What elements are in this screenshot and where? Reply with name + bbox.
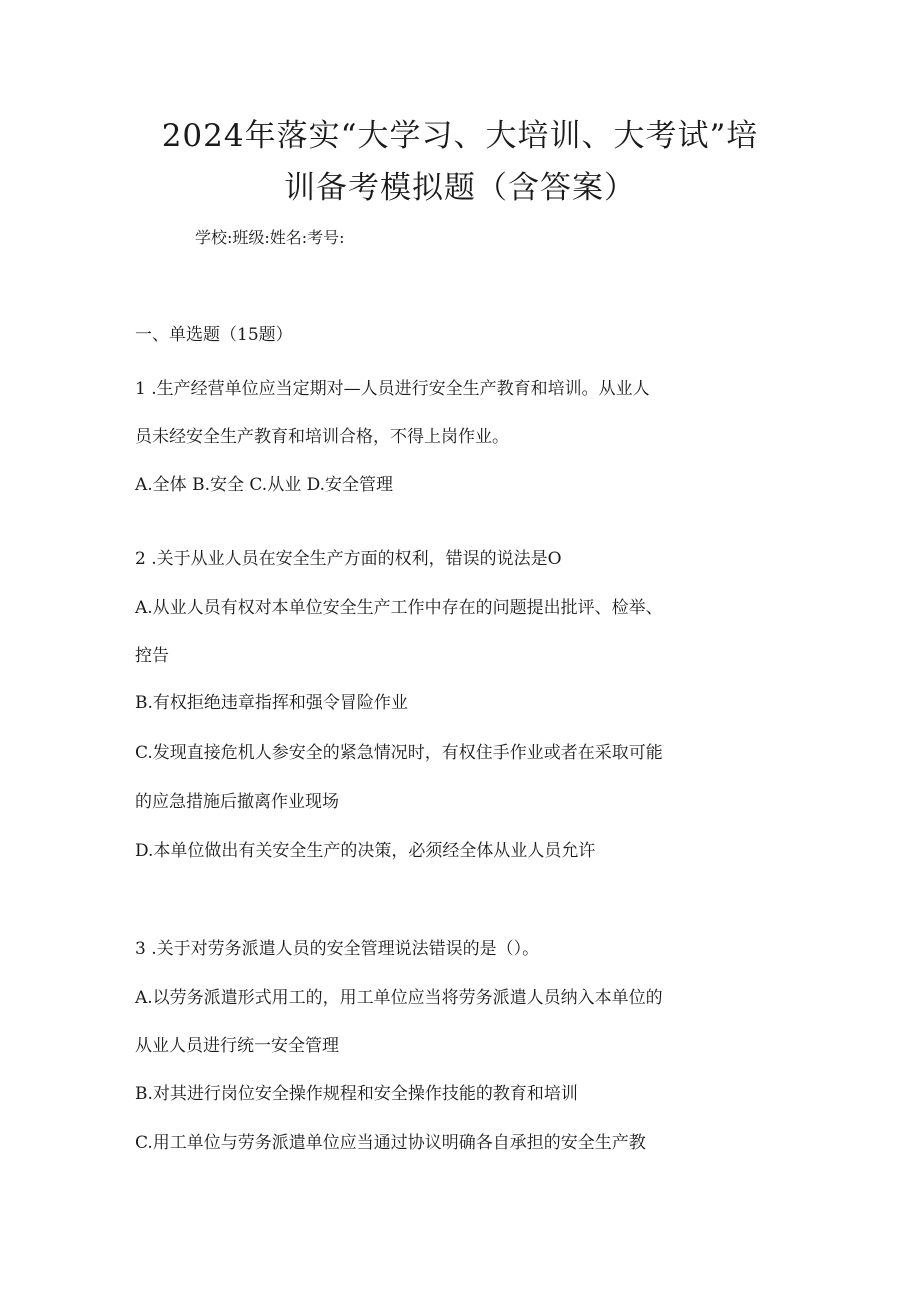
question-3-stem: 3 .关于对劳务派遣人员的安全管理说法错误的是（）。 — [135, 939, 540, 959]
question-2-option-d: D.本单位做出有关安全生产的决策，必须经全体从业人员允许 — [135, 841, 596, 861]
section-heading: 一、单选题（15题） — [135, 325, 293, 345]
question-3-option-c: C.用工单位与劳务派遣单位应当通过协议明确各自承担的安全生产教 — [135, 1133, 646, 1153]
question-1-options: A.全体 B.安全 C.从业 D.安全管理 — [135, 475, 394, 495]
question-3-option-b: B.对其进行岗位安全操作规程和安全操作技能的教育和培训 — [135, 1084, 578, 1104]
question-2-option-c: C.发现直接危机人参安全的紧急情况时，有权住手作业或者在采取可能 — [135, 743, 663, 763]
question-2-option-a-continued: 控告 — [135, 646, 169, 666]
question-2-option-b: B.有权拒绝违章指挥和强令冒险作业 — [135, 693, 408, 713]
question-3-option-a-continued: 从业人员进行统一安全管理 — [135, 1036, 339, 1056]
question-2-stem: 2 .关于从业人员在安全生产方面的权利，错误的说法是O — [135, 549, 562, 569]
question-3-option-a: A.以劳务派遣形式用工的，用工单位应当将劳务派遣人员纳入本单位的 — [135, 988, 663, 1008]
question-1-stem: 1 .生产经营单位应当定期对—人员进行安全生产教育和培训。从业人 — [135, 379, 650, 399]
document-title-line-2: 训备考模拟题（含答案） — [284, 170, 636, 206]
document-title-line-1: 2024年落实“大学习、大培训、大考试”培 — [161, 118, 759, 154]
student-info: 学校:班级:姓名:考号: — [195, 228, 345, 247]
question-1-stem-continued: 员未经安全生产教育和培训合格，不得上岗作业。 — [135, 427, 509, 447]
question-2-option-a: A.从业人员有权对本单位安全生产工作中存在的问题提出批评、检举、 — [135, 598, 663, 618]
question-2-option-c-continued: 的应急措施后撤离作业现场 — [135, 792, 339, 812]
